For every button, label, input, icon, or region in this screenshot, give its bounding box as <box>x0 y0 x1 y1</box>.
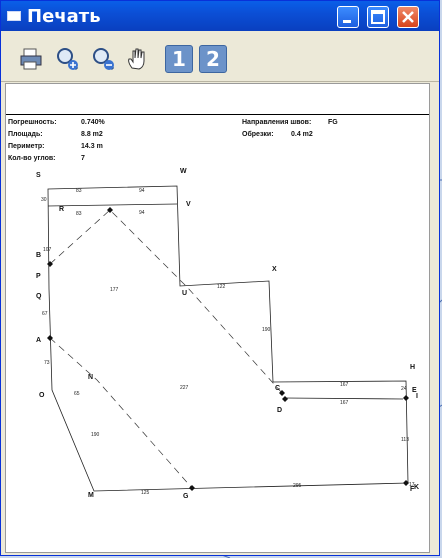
toolbar <box>1 31 439 82</box>
dim-label-qa: 67 <box>42 311 48 317</box>
trims-label: Обрезки: <box>242 131 274 138</box>
print-button[interactable] <box>17 45 45 73</box>
dim-label-ch: 167 <box>340 382 349 388</box>
accuracy-value: 0.740% <box>81 119 105 126</box>
dim-label-rb: 107 <box>43 247 52 253</box>
point-label-w: W <box>180 168 187 175</box>
point-label-f: F <box>410 486 415 493</box>
trims-value: 0.4 m2 <box>291 131 313 138</box>
point-label-h: H <box>410 364 416 371</box>
dim-label-gf: 295 <box>293 483 302 489</box>
zoom-out-icon <box>90 46 116 72</box>
floor-plan-drawing <box>6 84 430 553</box>
dim-label-on: 65 <box>74 391 80 397</box>
point-label-n: N <box>88 374 94 381</box>
dim-label-sr: 30 <box>41 197 47 203</box>
point-label-c: C <box>275 385 281 392</box>
dim-label-de: 167 <box>340 400 349 406</box>
perimeter-value: 14.3 m <box>81 143 103 150</box>
maximize-button[interactable] <box>367 6 389 28</box>
point-label-m: M <box>88 492 94 499</box>
point-label-p: P <box>36 273 41 280</box>
dim-label-fk: 17 <box>409 482 415 488</box>
point-label-s: S <box>36 172 41 179</box>
window-icon <box>7 11 21 21</box>
dim-label-ao: 73 <box>44 360 50 366</box>
point-label-e: E <box>412 387 417 394</box>
page-2-button[interactable]: 2 <box>199 45 227 73</box>
point-label-o: O <box>39 392 45 399</box>
seams-value: FG <box>328 119 338 126</box>
diagonal-lines <box>50 210 282 488</box>
pan-button[interactable] <box>123 45 151 73</box>
area-label: Площадь: <box>8 131 43 138</box>
dim-label-rv-left: 83 <box>76 211 82 217</box>
zoom-in-icon <box>54 46 80 72</box>
room-outline <box>48 186 408 491</box>
print-preview-page <box>5 83 430 553</box>
dim-label-qu: 177 <box>110 287 119 293</box>
corners-value: 7 <box>81 155 85 162</box>
zoom-out-button[interactable] <box>89 45 117 73</box>
point-label-b: B <box>36 252 42 259</box>
point-label-u: U <box>182 290 188 297</box>
dim-label-ux: 122 <box>217 284 226 290</box>
point-label-r: R <box>59 206 65 213</box>
corners-label: Кол-во углов: <box>8 155 56 162</box>
accuracy-label: Погрешность: <box>8 119 57 126</box>
point-label-d: D <box>277 407 283 414</box>
dim-label-sw-left: 83 <box>76 188 82 194</box>
point-label-i: I <box>416 393 418 400</box>
hand-icon <box>124 46 150 72</box>
close-button[interactable] <box>397 6 419 28</box>
dim-label-sw-right: 94 <box>139 188 145 194</box>
window-title: Печать <box>27 5 101 27</box>
point-label-v: V <box>186 201 191 208</box>
dim-label-nm: 190 <box>91 432 100 438</box>
zoom-in-button[interactable] <box>53 45 81 73</box>
dim-label-rv-right: 94 <box>139 210 145 216</box>
dim-label-mg: 125 <box>141 490 150 496</box>
dim-label-xc: 190 <box>262 327 271 333</box>
perimeter-label: Периметр: <box>8 143 45 150</box>
title-bar[interactable] <box>1 1 439 31</box>
minimize-button[interactable] <box>337 6 359 28</box>
page-1-button[interactable]: 1 <box>165 45 193 73</box>
vertex-markers <box>47 207 409 491</box>
dim-label-nc: 227 <box>180 385 189 391</box>
point-label-g: G <box>183 493 189 500</box>
point-label-k: K <box>414 484 420 491</box>
point-label-q: Q <box>36 293 42 300</box>
point-label-a: A <box>36 337 42 344</box>
printer-icon <box>18 46 44 72</box>
seams-label: Направления швов: <box>242 119 312 126</box>
area-value: 8.8 m2 <box>81 131 103 138</box>
dim-label-he: 24 <box>401 386 407 392</box>
point-label-x: X <box>272 266 277 273</box>
dim-label-ef: 113 <box>401 437 409 443</box>
